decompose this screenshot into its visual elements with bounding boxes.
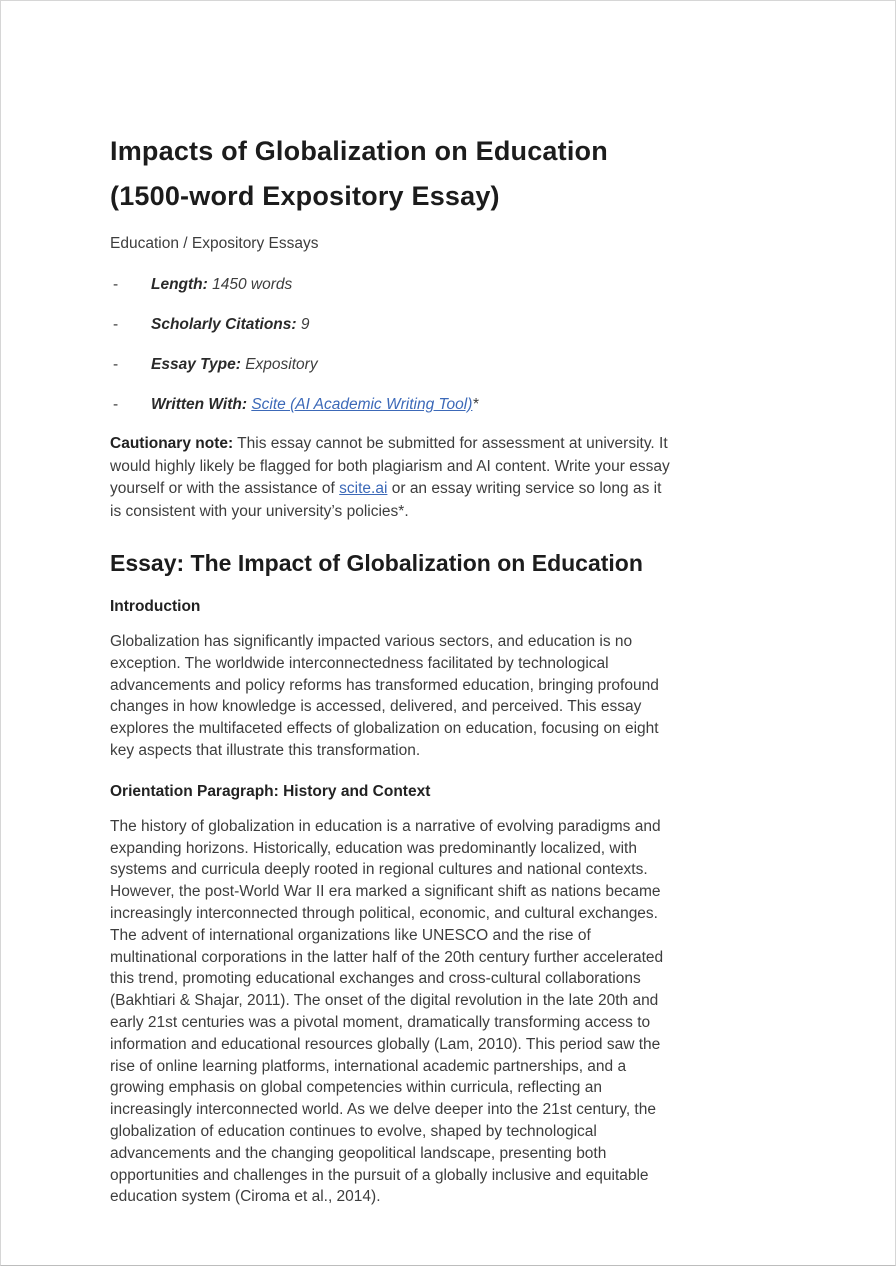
detail-value-citations: 9 (300, 316, 310, 333)
detail-text (151, 394, 478, 416)
detail-suffix-asterisk: * (472, 396, 479, 413)
detail-label-length: Length: (151, 276, 208, 293)
detail-label-written-with: Written With: (151, 396, 247, 413)
scite-ai-link[interactable]: scite.ai (339, 480, 388, 497)
subheading-introduction: Introduction (110, 598, 201, 615)
detail-value-length: 1450 words (212, 276, 293, 293)
list-bullet: - (113, 316, 119, 333)
detail-text (151, 274, 292, 296)
essay-heading: Essay: The Impact of Globalization on Education (110, 550, 643, 576)
list-bullet: - (113, 356, 119, 373)
list-item (110, 274, 671, 296)
list-bullet: - (113, 396, 119, 413)
cautionary-note-text-2: or an essay writing service so long as it is consistent with your university’s policies*. (110, 480, 662, 520)
detail-value-essay-type: Expository (245, 356, 318, 373)
detail-label-citations: Scholarly Citations: (151, 316, 297, 333)
detail-text (151, 314, 310, 336)
page-title: Impacts of Globalization on Education (1500-word Expository Essay) (110, 136, 608, 211)
breadcrumb: Education / Expository Essays (110, 235, 319, 252)
essay-details-list (110, 274, 671, 416)
list-item (110, 354, 671, 376)
paragraph-introduction: Globalization has significantly impacted various sectors, and education is no exception. The worldwide interconnectedness facilitated by technological advancements and policy reforms has transformed education, bringing profound changes in how knowledge is accessed, delivered, and perceived. This essay explores the multifaceted effects of globalization on education, focusing on eight key aspects that illustrate this transformation. (110, 633, 659, 759)
detail-label-essay-type: Essay Type: (151, 356, 241, 373)
scite-tool-link[interactable]: Scite (AI Academic Writing Tool) (251, 396, 473, 413)
cautionary-note-label: Cautionary note: (110, 435, 234, 452)
paragraph-orientation: The history of globalization in education is a narrative of evolving paradigms and expanding horizons. Historically, education was predominantly localized, with systems and curricula deeply rooted in regional cultures and national contexts. However, the post-World War II era marked a significant shift as nations became increasingly interconnected through political, economic, and cultural exchanges. The advent of international organizations like UNESCO and the rise of multinational corporations in the latter half of the 20th century further accelerated this trend, promoting educational exchanges and cross-cultural collaborations (Bakhtiari & Shajar, 2011). The onset of the digital revolution in the late 20th and early 21st centuries was a pivotal moment, dramatically transforming access to information and educational resources globally (Lam, 2010). This period saw the rise of online learning platforms, international academic partnerships, and a growing emphasis on global competencies within curricula, reflecting an increasingly interconnected world. As we delve deeper into the 21st century, the globalization of education continues to evolve, shaped by technological advancements and the changing geopolitical landscape, presenting both opportunities and challenges in the pursuit of a globally inclusive and equitable education system (Ciroma et al., 2014). (110, 817, 664, 1206)
subheading-orientation: Orientation Paragraph: History and Context (110, 782, 431, 800)
detail-text (151, 354, 318, 376)
cautionary-note-text-1: This essay cannot be submitted for assessment at university. It would highly likely be flagged for both plagiarism and AI content. Write your essay yourself or with the assistance of (110, 435, 670, 497)
document-content (1, 1, 780, 1208)
list-bullet: - (113, 276, 119, 293)
list-item (110, 394, 671, 416)
cautionary-note (110, 433, 671, 523)
list-item (110, 314, 671, 336)
